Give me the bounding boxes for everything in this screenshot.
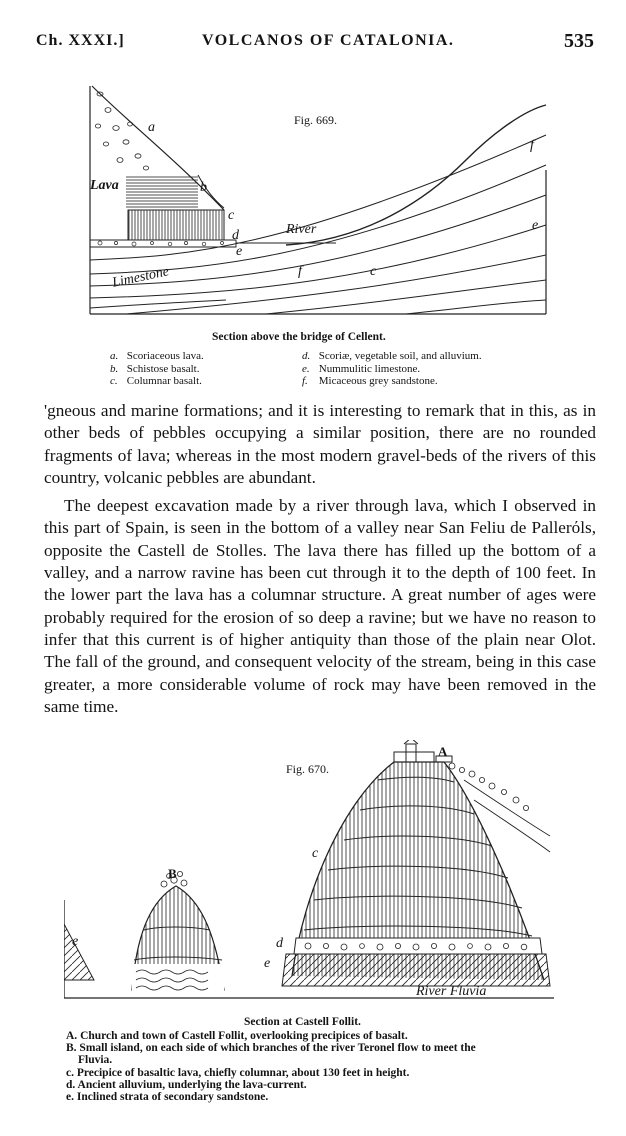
- label-e-right: e: [532, 218, 539, 233]
- note-c: c. Precipice of basaltic lava, chiefly columnar, about 130 feet in height.: [66, 1066, 410, 1079]
- figure-670: [64, 740, 560, 1010]
- label-d: d: [276, 936, 283, 951]
- label-c-lower: c: [370, 264, 377, 279]
- legend-item-a: a. Scoriaceous lava.: [110, 350, 204, 362]
- label-b: b: [200, 180, 207, 195]
- figure-669-legend-left: [110, 350, 300, 388]
- figure-670-notes: [66, 1030, 566, 1103]
- label-river: River: [286, 222, 317, 237]
- label-a: a: [148, 120, 155, 135]
- running-header: [36, 32, 596, 54]
- figure-670-caption: Section at Castell Follit.: [244, 1016, 361, 1028]
- note-d: d. Ancient alluvium, underlying the lava-current.: [66, 1078, 307, 1091]
- label-d: d: [232, 228, 239, 243]
- legend-item-c: c. Columnar basalt.: [110, 375, 202, 387]
- chapter-label: Ch. XXXI.]: [36, 32, 125, 49]
- figure-670-diagram: [64, 740, 560, 1010]
- paragraph-2: The deepest excavation made by a river through lava, which I observed in this part of Spain, is seen in the bottom of a valley near San Feliu de Pallerόls, opposite the Castell de Stolles. The lava there has filled up the bottom of a valley, and a narrow ravine has been cut through it to the depth of 100 feet. In the lower part the lava has a columnar structure. A great number of ages were probably required for the erosion of so deep a ravine; but we have no reason to infer that this current is of higher antiquity than those of the plain near Olot. The fall of the ground, and consequent velocity of the stream, being in this case greater, a more considerable volume of rock may have been removed in the same time.: [44, 496, 596, 716]
- running-title: VOLCANOS OF CATALONIA.: [202, 32, 455, 49]
- figure-669-label: Fig. 669.: [294, 113, 338, 127]
- page-number: 535: [564, 30, 594, 52]
- label-e-left: e: [72, 934, 79, 949]
- label-f-lower: f: [298, 264, 302, 279]
- label-c: c: [312, 846, 319, 861]
- note-e: e. Inclined strata of secondary sandstone.: [66, 1091, 269, 1104]
- note-B-continued: Fluvia.: [78, 1054, 113, 1067]
- label-e-right: e: [264, 956, 271, 971]
- label-c-upper: c: [228, 208, 235, 223]
- label-f-right: f: [530, 138, 534, 153]
- body-text: [44, 400, 596, 718]
- figure-669: [86, 80, 556, 320]
- figure-669-caption: Section above the bridge of Cellent.: [212, 331, 386, 343]
- label-lava: Lava: [90, 178, 119, 193]
- note-B: B. Small island, on each side of which branches of the river Teronel flow to meet the: [66, 1042, 476, 1055]
- note-A: A. Church and town of Castell Follit, overlooking precipices of basalt.: [66, 1030, 408, 1042]
- legend-item-e: e. Nummulitic limestone.: [302, 362, 421, 375]
- figure-669-legend-right: [302, 350, 552, 388]
- legend-item-d: d. Scoriæ, vegetable soil, and alluvium.: [302, 350, 482, 362]
- figure-670-label: Fig. 670.: [286, 762, 330, 776]
- legend-item-b: b. Schistose basalt.: [110, 362, 200, 375]
- paragraph-1: 'gneous and marine formations; and it is interesting to remark that in this, as in other beds of pebbles occupying a similar position, there are no rounded fragments of lava; whereas in the most modern gravel-beds of the rivers of this country, volcanic pebbles are abundant.: [44, 401, 596, 487]
- label-limestone: Limestone: [110, 264, 171, 291]
- label-B: B: [168, 866, 177, 881]
- label-e-left: e: [236, 244, 243, 259]
- label-river-fluvia: River Fluvia: [416, 984, 487, 999]
- legend-item-f: f. Micaceous grey sandstone.: [302, 375, 438, 387]
- label-A: A: [438, 744, 448, 759]
